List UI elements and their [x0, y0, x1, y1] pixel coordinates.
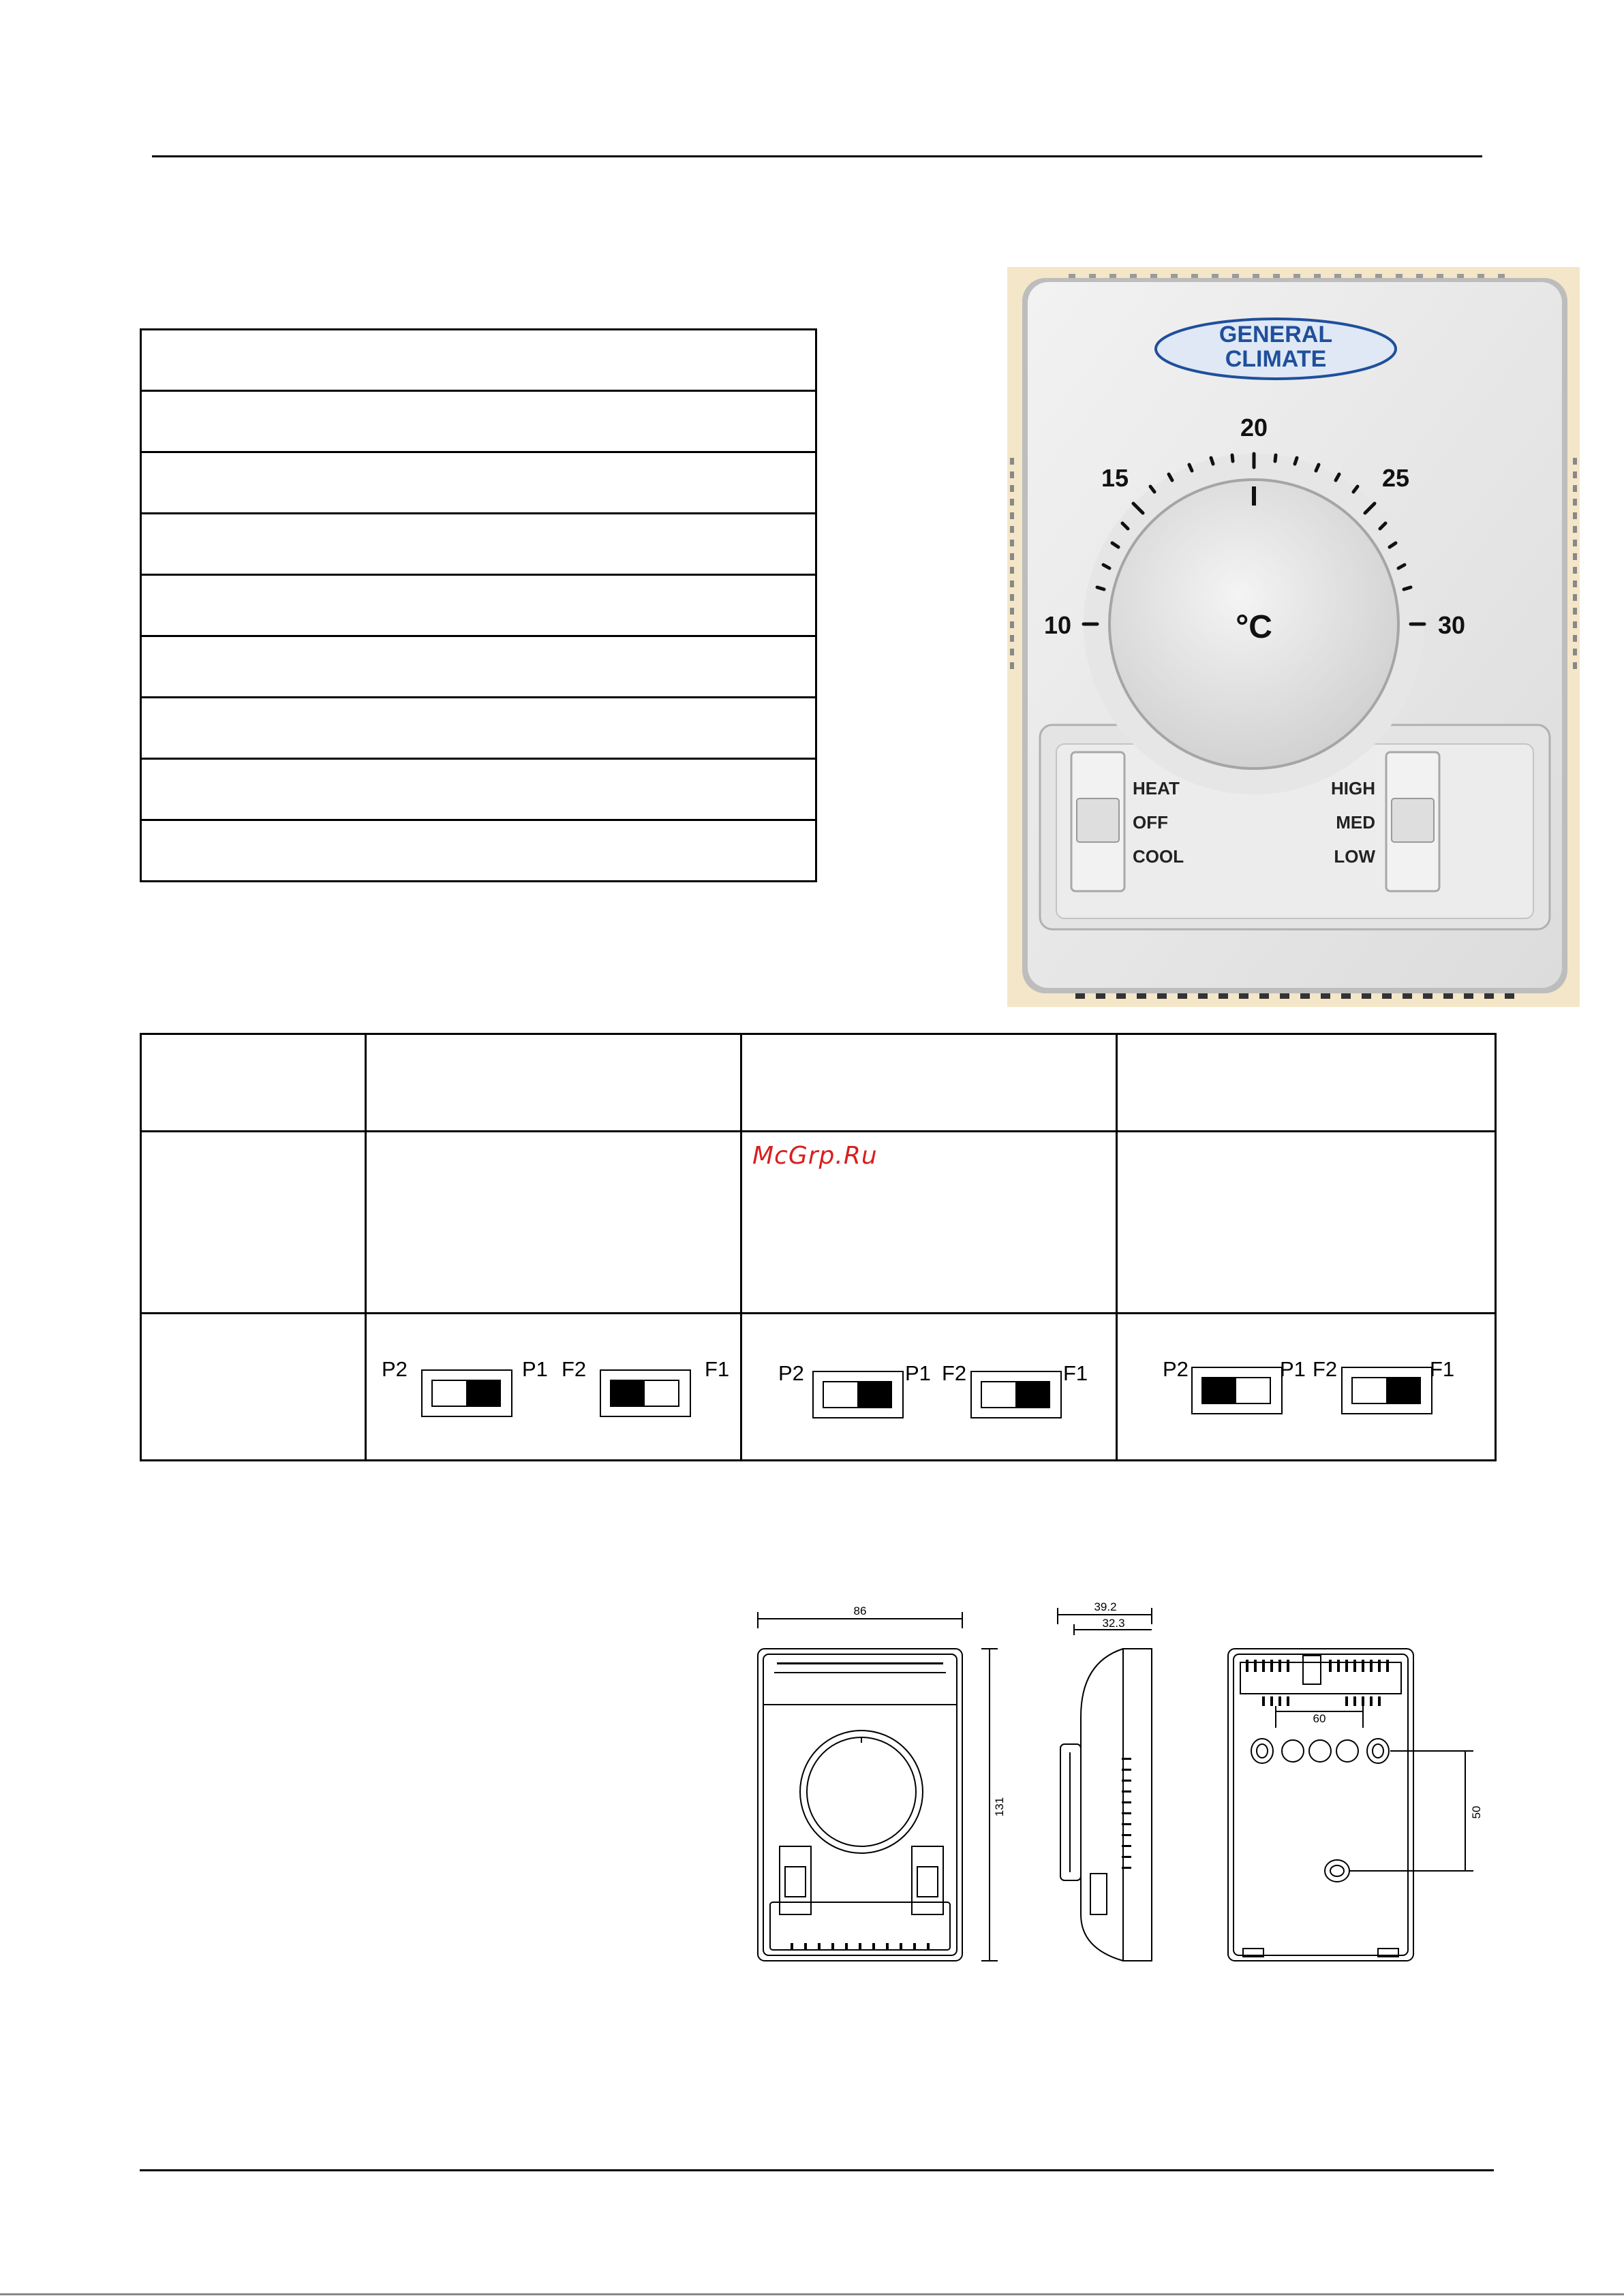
header-rule [152, 155, 1482, 157]
table-row [141, 330, 816, 391]
switch-diagram-2 [778, 1361, 1119, 1423]
mode-label-off: OFF [1133, 812, 1168, 833]
f-switch [970, 1371, 1062, 1418]
table-row [141, 391, 816, 452]
depth-total-dimension: 39.2 [1094, 1600, 1117, 1613]
scale-label-30: 30 [1437, 611, 1466, 639]
switch-diagram-3 [1163, 1357, 1490, 1418]
footer-rule [140, 2169, 1494, 2171]
f-switch [600, 1369, 691, 1417]
height-dimension: 131 [993, 1797, 1006, 1817]
f1-label: F1 [1430, 1357, 1455, 1381]
p2-label: P2 [1163, 1357, 1189, 1381]
p-switch-knob [466, 1381, 500, 1406]
table-row [141, 698, 816, 759]
p-switch-knob [1203, 1378, 1236, 1403]
p-switch [421, 1369, 512, 1417]
p1-label: P1 [905, 1361, 931, 1385]
p-switch-knob [857, 1382, 891, 1407]
table-row [141, 636, 816, 698]
table-row [141, 514, 816, 575]
fan-label-low: LOW [1334, 846, 1375, 867]
f-switch-knob [1386, 1378, 1420, 1403]
brand-line1: GENERAL [1219, 322, 1333, 347]
f-switch-knob [1015, 1382, 1049, 1407]
scale-label-15: 15 [1101, 464, 1129, 492]
dial-unit-label: °C [1236, 609, 1272, 645]
table-row [141, 452, 816, 514]
hole-spacing-v-dimension: 50 [1470, 1805, 1483, 1819]
table-row [141, 820, 816, 882]
hole-spacing-h-dimension: 60 [1313, 1712, 1326, 1725]
p-switch [1191, 1367, 1283, 1414]
watermark: McGrp.Ru [752, 1142, 878, 1170]
spec-table [140, 328, 817, 882]
p2-label: P2 [382, 1357, 408, 1381]
table-row [141, 759, 816, 820]
p1-label: P1 [1280, 1357, 1306, 1381]
fan-switch-knob[interactable] [1392, 798, 1434, 842]
p1-label: P1 [522, 1357, 548, 1381]
mode-label-heat: HEAT [1133, 778, 1180, 798]
thermostat-illustration [1007, 267, 1580, 1007]
fan-label-high: HIGH [1331, 778, 1375, 798]
dimension-drawing [750, 1594, 1499, 1976]
f2-label: F2 [1313, 1357, 1338, 1381]
switch-diagram-1 [382, 1357, 729, 1418]
scale-label-20: 20 [1240, 414, 1268, 441]
p2-label: P2 [778, 1361, 804, 1385]
dimension-drawing-svg [750, 1594, 1499, 1976]
thermostat-photo [1007, 267, 1580, 1007]
mode-switch-knob[interactable] [1077, 798, 1119, 842]
width-dimension: 86 [853, 1604, 867, 1617]
f1-label: F1 [1063, 1361, 1088, 1385]
brand-line2: CLIMATE [1225, 346, 1327, 372]
p-switch [812, 1371, 904, 1418]
scale-label-10: 10 [1043, 611, 1072, 639]
f-switch [1341, 1367, 1433, 1414]
f-switch-knob [611, 1381, 645, 1406]
fan-label-med: MED [1336, 812, 1375, 833]
f2-label: F2 [562, 1357, 587, 1381]
scale-label-25: 25 [1381, 464, 1410, 492]
table-row [141, 1034, 1496, 1132]
depth-body-dimension: 32.3 [1102, 1617, 1125, 1630]
f2-label: F2 [942, 1361, 967, 1385]
scan-artifact-line [0, 2293, 1624, 2295]
table-row [141, 575, 816, 636]
f1-label: F1 [705, 1357, 730, 1381]
mode-label-cool: COOL [1133, 846, 1184, 867]
